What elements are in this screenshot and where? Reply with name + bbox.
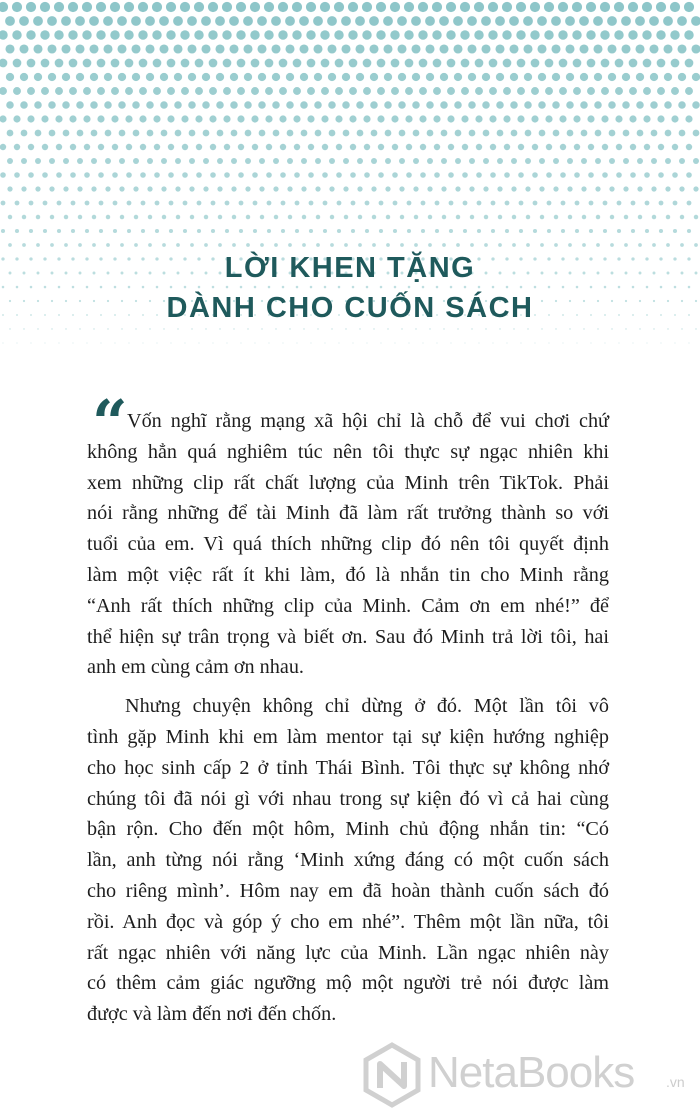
text-line: rất ngạc nhiên với năng lực của Minh. Lần ngạc nhiên này	[87, 941, 609, 964]
halftone-dot-pattern	[0, 0, 700, 400]
netabooks-logo-icon	[362, 1042, 422, 1108]
text-line: thể hiện sự trân trọng và biết ơn. Sau đó Minh trả lời tôi, hai	[87, 625, 609, 648]
text-line: Nhưng chuyện không chỉ dừng ở đó. Một lần tôi vô	[125, 695, 609, 718]
text-line: không hẳn quá nghiêm túc nên tôi thực sự ngạc nhiên khi	[87, 440, 609, 463]
paragraph-1	[87, 406, 609, 683]
heading-line-1: LỜI KHEN TẶNG	[224, 252, 476, 284]
text-line: làm một việc rất ít khi làm, đó là nhắn tin cho Minh rằng	[87, 563, 609, 586]
page-heading	[0, 248, 700, 328]
text-line: được và làm đến nơi đến chốn.	[87, 1003, 337, 1026]
heading-line-2: DÀNH CHO CUỐN SÁCH	[166, 292, 534, 324]
text-line: cho học sinh cấp 2 ở tỉnh Thái Bình. Tôi thực sự không nhớ	[87, 756, 609, 779]
watermark-brand: NetaBooks	[428, 1048, 635, 1097]
quote-mark-icon: “	[92, 386, 128, 459]
text-line: Vốn nghĩ rằng mạng xã hội chỉ là chỗ để vui chơi chứ	[127, 410, 609, 432]
text-line: chúng tôi đã nói gì với nhau trong sự kiện đó vì cả hai cùng	[87, 787, 609, 810]
text-line: rồi. Anh đọc và góp ý cho em nhé”. Thêm một lần nữa, tôi	[87, 910, 609, 933]
text-line: cho riêng mình’. Hôm nay em đã hoàn thành cuốn sách đó	[87, 879, 609, 902]
text-line: bận rộn. Cho đến một hôm, Minh chủ động nhắn tin: “Có	[87, 818, 609, 841]
text-line: xem những clip rất chất lượng của Minh trên TikTok. Phải	[87, 471, 609, 494]
text-line: có thêm cảm giác ngưỡng mộ một người trẻ nói được làm	[87, 972, 609, 995]
text-line: tình gặp Minh khi em làm mentor tại sự kiện hướng nghiệp	[87, 725, 609, 748]
watermark	[362, 1042, 692, 1108]
text-line: nói rằng những để tài Minh đã làm rất trưởng thành so với	[87, 502, 609, 525]
testimonial-body	[87, 406, 609, 1030]
text-line: lần, anh từng nói rằng ‘Minh xứng đáng có một cuốn sách	[87, 849, 609, 872]
paragraph-2	[87, 691, 609, 1030]
text-line: “Anh rất thích những clip của Minh. Cảm ơn em nhé!” để	[87, 594, 609, 617]
text-line: tuổi của em. Vì quá thích những clip đó nên tôi quyết định	[87, 533, 609, 556]
text-line: anh em cùng cảm ơn nhau.	[87, 656, 304, 679]
watermark-suffix: .vn	[666, 1074, 685, 1090]
